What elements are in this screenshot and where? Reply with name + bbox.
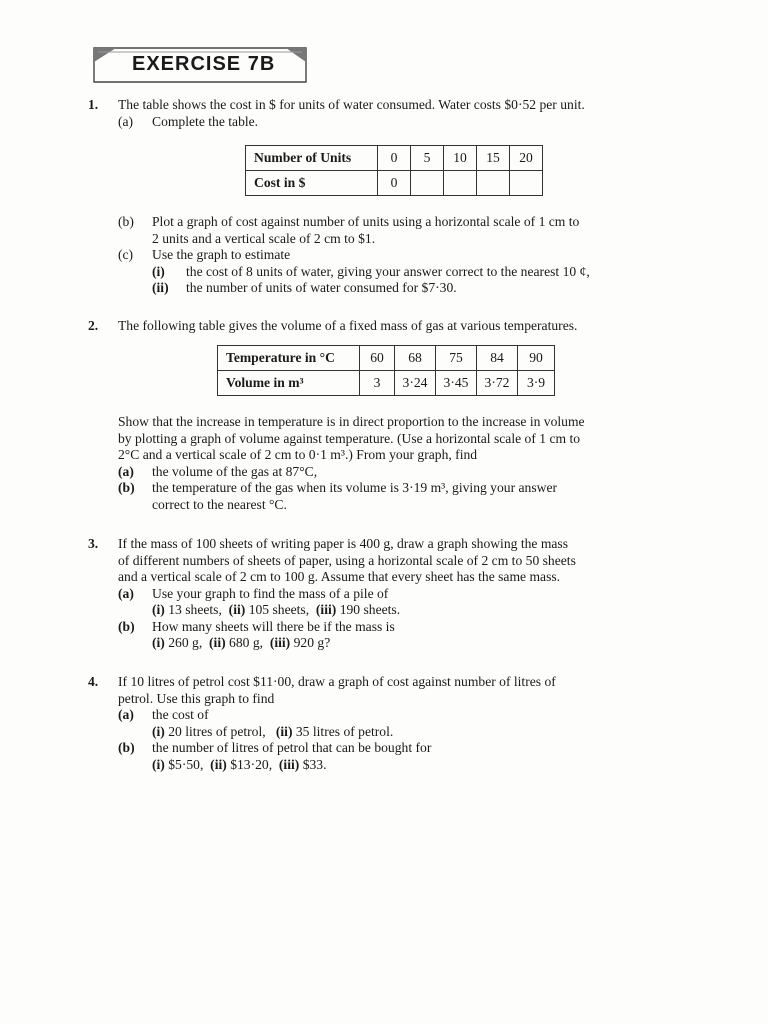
- part-label: (b): [118, 480, 135, 495]
- paragraph-line: of different numbers of sheets of paper, using a horizontal scale of 2 cm to 50 sheets: [118, 552, 576, 568]
- question-intro: The following table gives the volume of a fixed mass of gas at various temperatures.: [118, 318, 578, 333]
- part-text: 2 units and a vertical scale of 2 cm to $1.: [152, 230, 376, 246]
- subpart-label: (iii): [269, 635, 291, 650]
- part-label: (a): [118, 113, 134, 129]
- part-label: (c): [118, 247, 134, 262]
- subpart-label: (iii): [315, 602, 337, 617]
- table-cell: 0: [378, 171, 411, 196]
- part-text: the volume of the gas at 87°C,: [152, 463, 318, 479]
- subpart-text: 190 sheets.: [339, 602, 401, 617]
- paragraph-line: by plotting a graph of volume against temperature. (Use a horizontal scale of 1 cm to: [118, 430, 581, 446]
- table-cell: 10: [444, 146, 477, 171]
- subpart-text: 13 sheets,: [168, 602, 222, 617]
- subpart-text: 680 g,: [229, 635, 264, 650]
- paragraph-line: If 10 litres of petrol cost $11·00, draw a graph of cost against number of litres of: [118, 674, 556, 689]
- question-number: 3.: [88, 536, 99, 551]
- table-cell: 75: [436, 346, 477, 371]
- subpart-text: 35 litres of petrol.: [295, 723, 394, 739]
- part-text: Plot a graph of cost against number of units using a horizontal scale of 1 cm to: [152, 214, 580, 229]
- subpart-text: the cost of 8 units of water, giving your answer correct to the nearest 10 ¢,: [186, 263, 590, 279]
- paragraph-line: petrol. Use this graph to find: [118, 690, 275, 706]
- table-cell: [477, 171, 510, 196]
- table-cell: 3: [360, 371, 395, 396]
- subpart-label: (ii): [210, 756, 227, 772]
- paragraph-line: 2°C and a vertical scale of 2 cm to 0·1 m³.) From your graph, find: [118, 447, 478, 462]
- subpart-label: (iii): [278, 756, 300, 772]
- question-number: 1.: [88, 97, 99, 112]
- part-text: correct to the nearest °C.: [152, 496, 287, 512]
- table-cell: 84: [477, 346, 518, 371]
- table-cell: 3·9: [518, 371, 555, 396]
- units-cost-table: [245, 145, 543, 196]
- question-intro: The table shows the cost in $ for units of water consumed. Water costs $0·52 per unit.: [118, 97, 585, 112]
- table-row: [218, 371, 555, 396]
- table-cell: 68: [395, 346, 436, 371]
- part-label: (b): [118, 618, 135, 634]
- question-3: [88, 536, 658, 652]
- part-text: Use your graph to find the mass of a pile of: [152, 585, 389, 601]
- subpart-text: 20 litres of petrol,: [168, 723, 266, 739]
- subpart-label: (i): [152, 263, 165, 279]
- question-4: [88, 674, 658, 773]
- question-number: 2.: [88, 318, 99, 333]
- question-number: 4.: [88, 674, 99, 689]
- table-cell: 0: [378, 146, 411, 171]
- subpart-label: (i): [152, 723, 165, 739]
- part-label: (b): [118, 740, 135, 755]
- table-cell: 20: [510, 146, 543, 171]
- question-1: [88, 97, 658, 130]
- question-1-parts: [88, 214, 658, 297]
- part-label: (a): [118, 707, 134, 722]
- paragraph-line: Show that the increase in temperature is in direct proportion to the increase in volume: [118, 414, 585, 429]
- part-text: the cost of: [152, 707, 209, 722]
- subpart-label: (i): [152, 756, 165, 772]
- table-cell: [444, 171, 477, 196]
- subpart-text: 105 sheets,: [248, 602, 310, 617]
- question-2-parts: [88, 414, 658, 513]
- row-header: Volume in m³: [218, 371, 360, 396]
- temperature-volume-table: [217, 345, 555, 396]
- subpart-label: (i): [152, 602, 165, 617]
- table-cell: 90: [518, 346, 555, 371]
- subpart-text: $33.: [302, 756, 327, 772]
- subpart-label: (ii): [275, 723, 293, 739]
- subpart-text: $5·50,: [168, 756, 204, 772]
- part-text: Use the graph to estimate: [152, 247, 291, 262]
- part-text: How many sheets will there be if the mass is: [152, 618, 395, 634]
- table-row: [246, 171, 543, 196]
- table-cell: 3·45: [436, 371, 477, 396]
- row-header: Number of Units: [246, 146, 378, 171]
- subpart-text: the number of units of water consumed for $7·30.: [186, 280, 457, 295]
- table-cell: 3·24: [395, 371, 436, 396]
- row-header: Cost in $: [246, 171, 378, 196]
- table-cell: [411, 171, 444, 196]
- subpart-label: (ii): [152, 280, 169, 295]
- part-label: (a): [118, 585, 134, 601]
- table-cell: 60: [360, 346, 395, 371]
- subpart-text: $13·20,: [230, 756, 273, 772]
- part-label: (b): [118, 214, 134, 229]
- part-text: the temperature of the gas when its volume is 3·19 m³, giving your answer: [152, 480, 557, 495]
- subpart-label: (ii): [228, 602, 246, 617]
- part-text: Complete the table.: [152, 113, 259, 129]
- paragraph-line: and a vertical scale of 2 cm to 100 g. Assume that every sheet has the same mass.: [118, 569, 561, 584]
- subpart-text: 260 g,: [168, 635, 203, 650]
- subpart-text: 920 g?: [293, 635, 331, 650]
- table-cell: 5: [411, 146, 444, 171]
- row-header: Temperature in °C: [218, 346, 360, 371]
- table-row: [246, 146, 543, 171]
- subpart-label: (i): [152, 635, 165, 650]
- question-2: [88, 318, 658, 335]
- part-text: the number of litres of petrol that can be bought for: [152, 740, 432, 755]
- table-cell: 3·72: [477, 371, 518, 396]
- table-row: [218, 346, 555, 371]
- table-cell: [510, 171, 543, 196]
- part-label: (a): [118, 463, 134, 479]
- exercise-title: EXERCISE 7B: [132, 53, 276, 75]
- exercise-banner: [90, 44, 310, 86]
- table-cell: 15: [477, 146, 510, 171]
- paragraph-line: If the mass of 100 sheets of writing paper is 400 g, draw a graph showing the mass: [118, 536, 569, 551]
- subpart-label: (ii): [209, 635, 226, 650]
